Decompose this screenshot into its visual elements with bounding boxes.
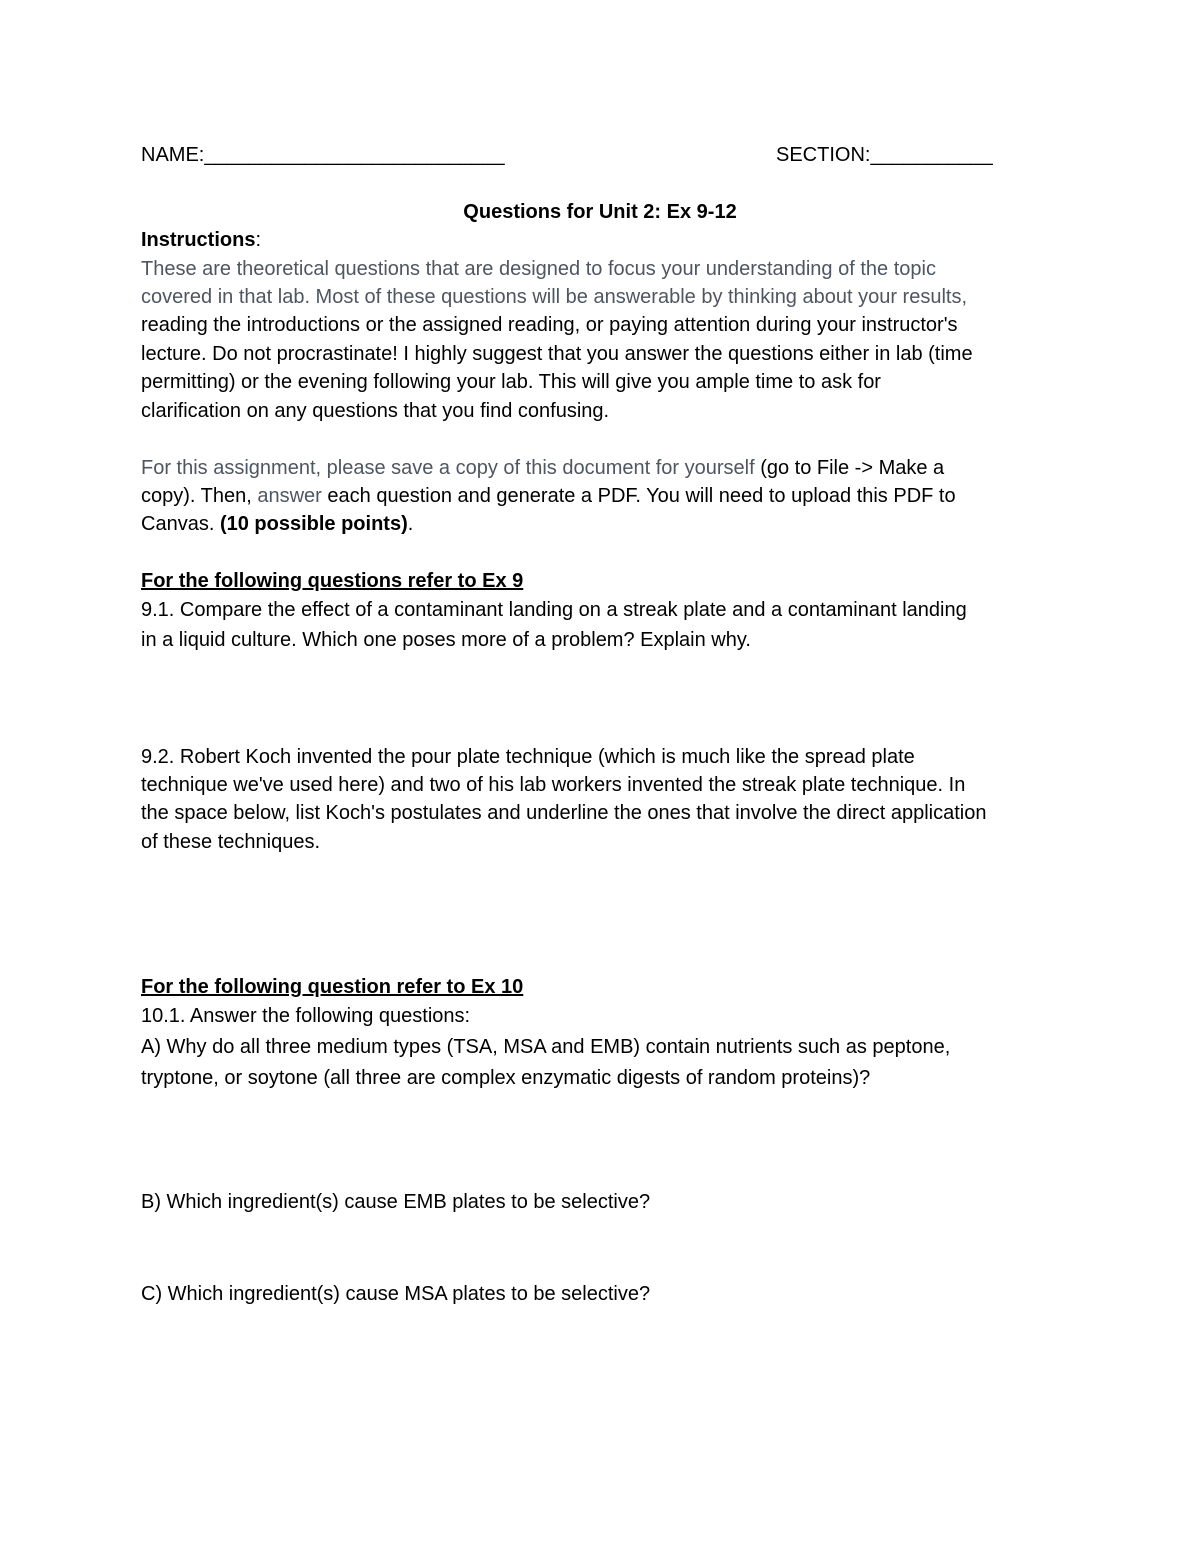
- instructions-line-1: These are theoretical questions that are designed to focus your understanding of the topic: [141, 258, 936, 280]
- assignment-line-3-end: .: [407, 513, 414, 535]
- instructions-colon: :: [255, 229, 262, 251]
- q9-1-line-2: in a liquid culture. Which one poses more of a problem? Explain why.: [141, 629, 751, 651]
- instructions-line-5: permitting) or the evening following your lab. This will give you ample time to ask for: [141, 371, 881, 393]
- name-field: NAME:___________________________: [141, 144, 505, 166]
- q9-2-line-3: the space below, list Koch's postulates and underline the ones that involve the direct application: [141, 802, 987, 824]
- instructions-line-4: lecture. Do not procrastinate! I highly suggest that you answer the questions either in lab (time: [141, 343, 973, 365]
- instructions-line-2a: covered in that lab.: [141, 286, 310, 308]
- assignment-line-2a: copy). Then,: [141, 485, 252, 507]
- assignment-line-2: [141, 482, 956, 510]
- possible-points: (10 possible points): [219, 513, 408, 535]
- section-field: SECTION:___________: [776, 144, 993, 166]
- assignment-line-1: [141, 454, 944, 482]
- q9-2-line-1: 9.2. Robert Koch invented the pour plate technique (which is much like the spread plate: [141, 746, 915, 768]
- instructions-line-6: clarification on any questions that you find confusing.: [141, 400, 610, 422]
- q9-2-line-4: of these techniques.: [141, 831, 321, 853]
- q10-a-line-2: tryptone, or soytone (all three are complex enzymatic digests of random proteins)?: [141, 1067, 871, 1089]
- ex10-heading: For the following question refer to Ex 10: [141, 976, 524, 998]
- q10-b: B) Which ingredient(s) cause EMB plates to be selective?: [141, 1191, 651, 1213]
- instructions-line-3: reading the introductions or the assigned reading, or paying attention during your instructor's: [141, 314, 958, 336]
- q10-c: C) Which ingredient(s) cause MSA plates to be selective?: [141, 1283, 651, 1305]
- assignment-line-2-gray: answer: [251, 485, 322, 507]
- instructions-line-2: [141, 283, 967, 311]
- instructions-line-2b: Most of these questions will be answerable by thinking about your results,: [310, 286, 968, 308]
- instructions-label: Instructions: [141, 229, 256, 251]
- q9-2-line-2: technique we've used here) and two of his lab workers invented the streak plate technique. In: [141, 774, 966, 796]
- assignment-line-1-black: (go to File -> Make a: [754, 457, 945, 479]
- assignment-line-3a: Canvas.: [141, 513, 220, 535]
- q10-a-line-1: A) Why do all three medium types (TSA, MSA and EMB) contain nutrients such as peptone,: [141, 1036, 951, 1058]
- q9-1-line-1: 9.1. Compare the effect of a contaminant landing on a streak plate and a contaminant landing: [141, 599, 967, 621]
- assignment-line-3: [141, 510, 413, 538]
- ex9-heading: For the following questions refer to Ex 9: [141, 570, 524, 592]
- page-title: Questions for Unit 2: Ex 9-12: [463, 201, 737, 223]
- assignment-line-1-gray: For this assignment, please save a copy of this document for yourself: [141, 457, 755, 479]
- q10-1: 10.1. Answer the following questions:: [141, 1005, 471, 1027]
- assignment-line-2b: each question and generate a PDF. You will need to upload this PDF to: [321, 485, 956, 507]
- instructions-heading: [141, 226, 261, 254]
